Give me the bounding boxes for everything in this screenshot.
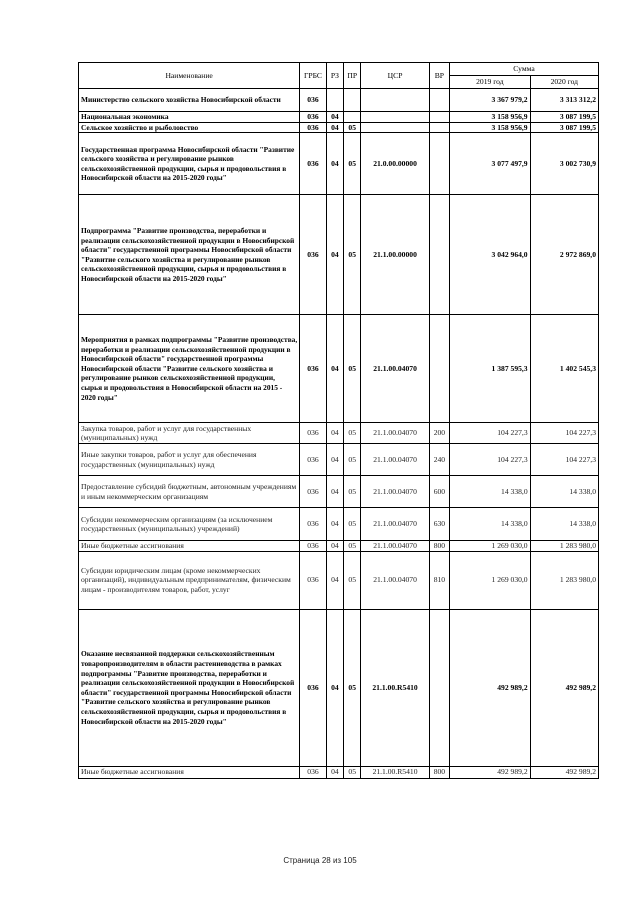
row-pr-cell: 05: [344, 133, 361, 195]
row-vr-cell: [429, 112, 449, 123]
row-name-cell: Иные бюджетные ассигнования: [79, 541, 300, 552]
table-body: [79, 89, 599, 779]
row-name-cell: Субсидии юридическим лицам (кроме некоммерческих организаций), индивидуальным предпринимателям, физическим лицам - производителям товаров, работ, услуг: [79, 551, 300, 609]
table-row: [79, 133, 599, 195]
row-rz-cell: 04: [326, 122, 343, 133]
row-csr-cell: 21.1.00.04070: [361, 476, 429, 508]
row-rz-cell: [326, 89, 343, 112]
row-rz-cell: 04: [326, 609, 343, 766]
row-2019-cell: 492 989,2: [450, 609, 531, 766]
row-pr-cell: 05: [344, 195, 361, 315]
row-name-cell: Сельское хозяйство и рыболовство: [79, 122, 300, 133]
row-csr-cell: 21.1.00.R5410: [361, 766, 429, 778]
row-name-cell: Предоставление субсидий бюджетным, автономным учреждениям и иным некоммерческим организациям: [79, 476, 300, 508]
row-pr-cell: 05: [344, 609, 361, 766]
table-row: [79, 112, 599, 123]
row-2020-cell: 104 227,3: [530, 444, 598, 476]
row-vr-cell: [429, 195, 449, 315]
row-2019-cell: 3 158 956,9: [450, 112, 531, 123]
table-row: [79, 541, 599, 552]
row-vr-cell: 240: [429, 444, 449, 476]
row-2019-cell: 3 158 956,9: [450, 122, 531, 133]
row-pr-cell: 05: [344, 444, 361, 476]
row-csr-cell: [361, 112, 429, 123]
row-2020-cell: 492 989,2: [530, 609, 598, 766]
row-rz-cell: 04: [326, 133, 343, 195]
row-grbs-cell: 036: [300, 195, 327, 315]
row-grbs-cell: 036: [300, 112, 327, 123]
row-vr-cell: 800: [429, 766, 449, 778]
header-vr: ВР: [429, 63, 449, 89]
table-row: [79, 195, 599, 315]
row-csr-cell: 21.1.00.R5410: [361, 609, 429, 766]
row-vr-cell: [429, 89, 449, 112]
row-csr-cell: 21.0.00.00000: [361, 133, 429, 195]
row-grbs-cell: 036: [300, 508, 327, 541]
row-pr-cell: 05: [344, 122, 361, 133]
table-row: [79, 609, 599, 766]
row-2019-cell: 14 338,0: [450, 476, 531, 508]
row-2020-cell: 3 087 199,5: [530, 122, 598, 133]
header-name: Наименование: [79, 63, 300, 89]
row-name-cell: Мероприятия в рамках подпрограммы "Развитие производства, переработки и реализации сельскохозяйственной продукции в Новосибирской области" государственной программы Новосибирской области "Развитие сельского хозяйства и регулирование рынков сельскохозяйственной продукции, сырья и продовольствия в Новосибирской области на 2015 - 2020 годы": [79, 315, 300, 423]
row-rz-cell: 04: [326, 195, 343, 315]
budget-table: [78, 62, 599, 779]
row-name-cell: Иные закупки товаров, работ и услуг для обеспечения государственных (муниципальных) нужд: [79, 444, 300, 476]
row-pr-cell: 05: [344, 541, 361, 552]
row-csr-cell: 21.1.00.00000: [361, 195, 429, 315]
row-2020-cell: 3 087 199,5: [530, 112, 598, 123]
row-rz-cell: 04: [326, 551, 343, 609]
header-sum: Сумма: [450, 63, 599, 76]
row-rz-cell: 04: [326, 423, 343, 444]
row-grbs-cell: 036: [300, 551, 327, 609]
row-rz-cell: 04: [326, 112, 343, 123]
row-grbs-cell: 036: [300, 476, 327, 508]
row-name-cell: Национальная экономика: [79, 112, 300, 123]
row-name-cell: Субсидии некоммерческим организациям (за исключением государственных (муниципальных) учреждений): [79, 508, 300, 541]
row-rz-cell: 04: [326, 444, 343, 476]
row-grbs-cell: 036: [300, 315, 327, 423]
row-vr-cell: [429, 133, 449, 195]
row-2020-cell: 1 402 545,3: [530, 315, 598, 423]
row-grbs-cell: 036: [300, 766, 327, 778]
header-grbs: ГРБС: [300, 63, 327, 89]
row-vr-cell: 810: [429, 551, 449, 609]
row-vr-cell: 600: [429, 476, 449, 508]
row-pr-cell: 05: [344, 508, 361, 541]
table-row: [79, 122, 599, 133]
row-2019-cell: 492 989,2: [450, 766, 531, 778]
row-vr-cell: 630: [429, 508, 449, 541]
row-name-cell: Закупка товаров, работ и услуг для государственных (муниципальных) нужд: [79, 423, 300, 444]
row-rz-cell: 04: [326, 476, 343, 508]
header-2019: 2019 год: [450, 76, 531, 89]
table-row: [79, 444, 599, 476]
row-2020-cell: 492 989,2: [530, 766, 598, 778]
table-header: [79, 63, 599, 89]
row-pr-cell: 05: [344, 766, 361, 778]
row-grbs-cell: 036: [300, 444, 327, 476]
row-rz-cell: 04: [326, 508, 343, 541]
row-2019-cell: 3 367 979,2: [450, 89, 531, 112]
row-csr-cell: 21.1.00.04070: [361, 508, 429, 541]
row-pr-cell: [344, 89, 361, 112]
header-rz: РЗ: [326, 63, 343, 89]
row-pr-cell: 05: [344, 423, 361, 444]
row-rz-cell: 04: [326, 541, 343, 552]
table-row: [79, 315, 599, 423]
row-csr-cell: 21.1.00.04070: [361, 444, 429, 476]
row-csr-cell: 21.1.00.04070: [361, 551, 429, 609]
table-row: [79, 423, 599, 444]
row-vr-cell: [429, 122, 449, 133]
table-row: [79, 551, 599, 609]
row-vr-cell: [429, 609, 449, 766]
header-2020: 2020 год: [530, 76, 598, 89]
row-grbs-cell: 036: [300, 122, 327, 133]
row-2020-cell: 2 972 869,0: [530, 195, 598, 315]
row-2020-cell: 3 002 730,9: [530, 133, 598, 195]
row-2019-cell: 104 227,3: [450, 423, 531, 444]
row-2020-cell: 104 227,3: [530, 423, 598, 444]
row-csr-cell: [361, 89, 429, 112]
row-2019-cell: 14 338,0: [450, 508, 531, 541]
row-2019-cell: 3 042 964,0: [450, 195, 531, 315]
row-csr-cell: 21.1.00.04070: [361, 315, 429, 423]
table-row: [79, 766, 599, 778]
row-grbs-cell: 036: [300, 609, 327, 766]
header-pr: ПР: [344, 63, 361, 89]
table-row: [79, 508, 599, 541]
table-row: [79, 89, 599, 112]
row-vr-cell: [429, 315, 449, 423]
row-csr-cell: 21.1.00.04070: [361, 541, 429, 552]
row-2019-cell: 1 269 030,0: [450, 541, 531, 552]
row-name-cell: Иные бюджетные ассигнования: [79, 766, 300, 778]
row-pr-cell: [344, 112, 361, 123]
row-pr-cell: 05: [344, 551, 361, 609]
row-vr-cell: 800: [429, 541, 449, 552]
row-pr-cell: 05: [344, 476, 361, 508]
header-csr: ЦСР: [361, 63, 429, 89]
row-2019-cell: 3 077 497,9: [450, 133, 531, 195]
row-name-cell: Оказание несвязанной поддержки сельскохозяйственным товаропроизводителям в области растениеводства в рамках подпрограммы "Развитие производства, переработки и реализации сельскохозяйственной продукции в Новосибирской области" государственной программы Новосибирской области "Развитие сельского хозяйства и регулирование рынков сельскохозяйственной продукции, сырья и продовольствия в Новосибирской области на 2015-2020 годы": [79, 609, 300, 766]
row-vr-cell: 200: [429, 423, 449, 444]
row-name-cell: Министерство сельского хозяйства Новосибирской области: [79, 89, 300, 112]
row-rz-cell: 04: [326, 315, 343, 423]
row-2020-cell: 1 283 980,0: [530, 551, 598, 609]
row-2020-cell: 1 283 980,0: [530, 541, 598, 552]
row-csr-cell: 21.1.00.04070: [361, 423, 429, 444]
row-rz-cell: 04: [326, 766, 343, 778]
row-2020-cell: 3 313 312,2: [530, 89, 598, 112]
row-csr-cell: [361, 122, 429, 133]
table-row: [79, 476, 599, 508]
row-grbs-cell: 036: [300, 423, 327, 444]
row-2020-cell: 14 338,0: [530, 508, 598, 541]
row-grbs-cell: 036: [300, 133, 327, 195]
row-pr-cell: 05: [344, 315, 361, 423]
row-grbs-cell: 036: [300, 541, 327, 552]
row-2020-cell: 14 338,0: [530, 476, 598, 508]
row-name-cell: Государственная программа Новосибирской области "Развитие сельского хозяйства и регулирование рынков сельскохозяйственной продукции, сырья и продовольствия в Новосибирской области на 2015-2020 годы": [79, 133, 300, 195]
page-number: Страница 28 из 105: [283, 856, 357, 865]
row-grbs-cell: 036: [300, 89, 327, 112]
row-name-cell: Подпрограмма "Развитие производства, переработки и реализации сельскохозяйственной продукции в Новосибирской области" государственной программы Новосибирской области "Развитие сельского хозяйства и регулирование рынков сельскохозяйственной продукции, сырья и продовольствия в Новосибирской области на 2015-2020 годы": [79, 195, 300, 315]
row-2019-cell: 1 387 595,3: [450, 315, 531, 423]
row-2019-cell: 1 269 030,0: [450, 551, 531, 609]
row-2019-cell: 104 227,3: [450, 444, 531, 476]
